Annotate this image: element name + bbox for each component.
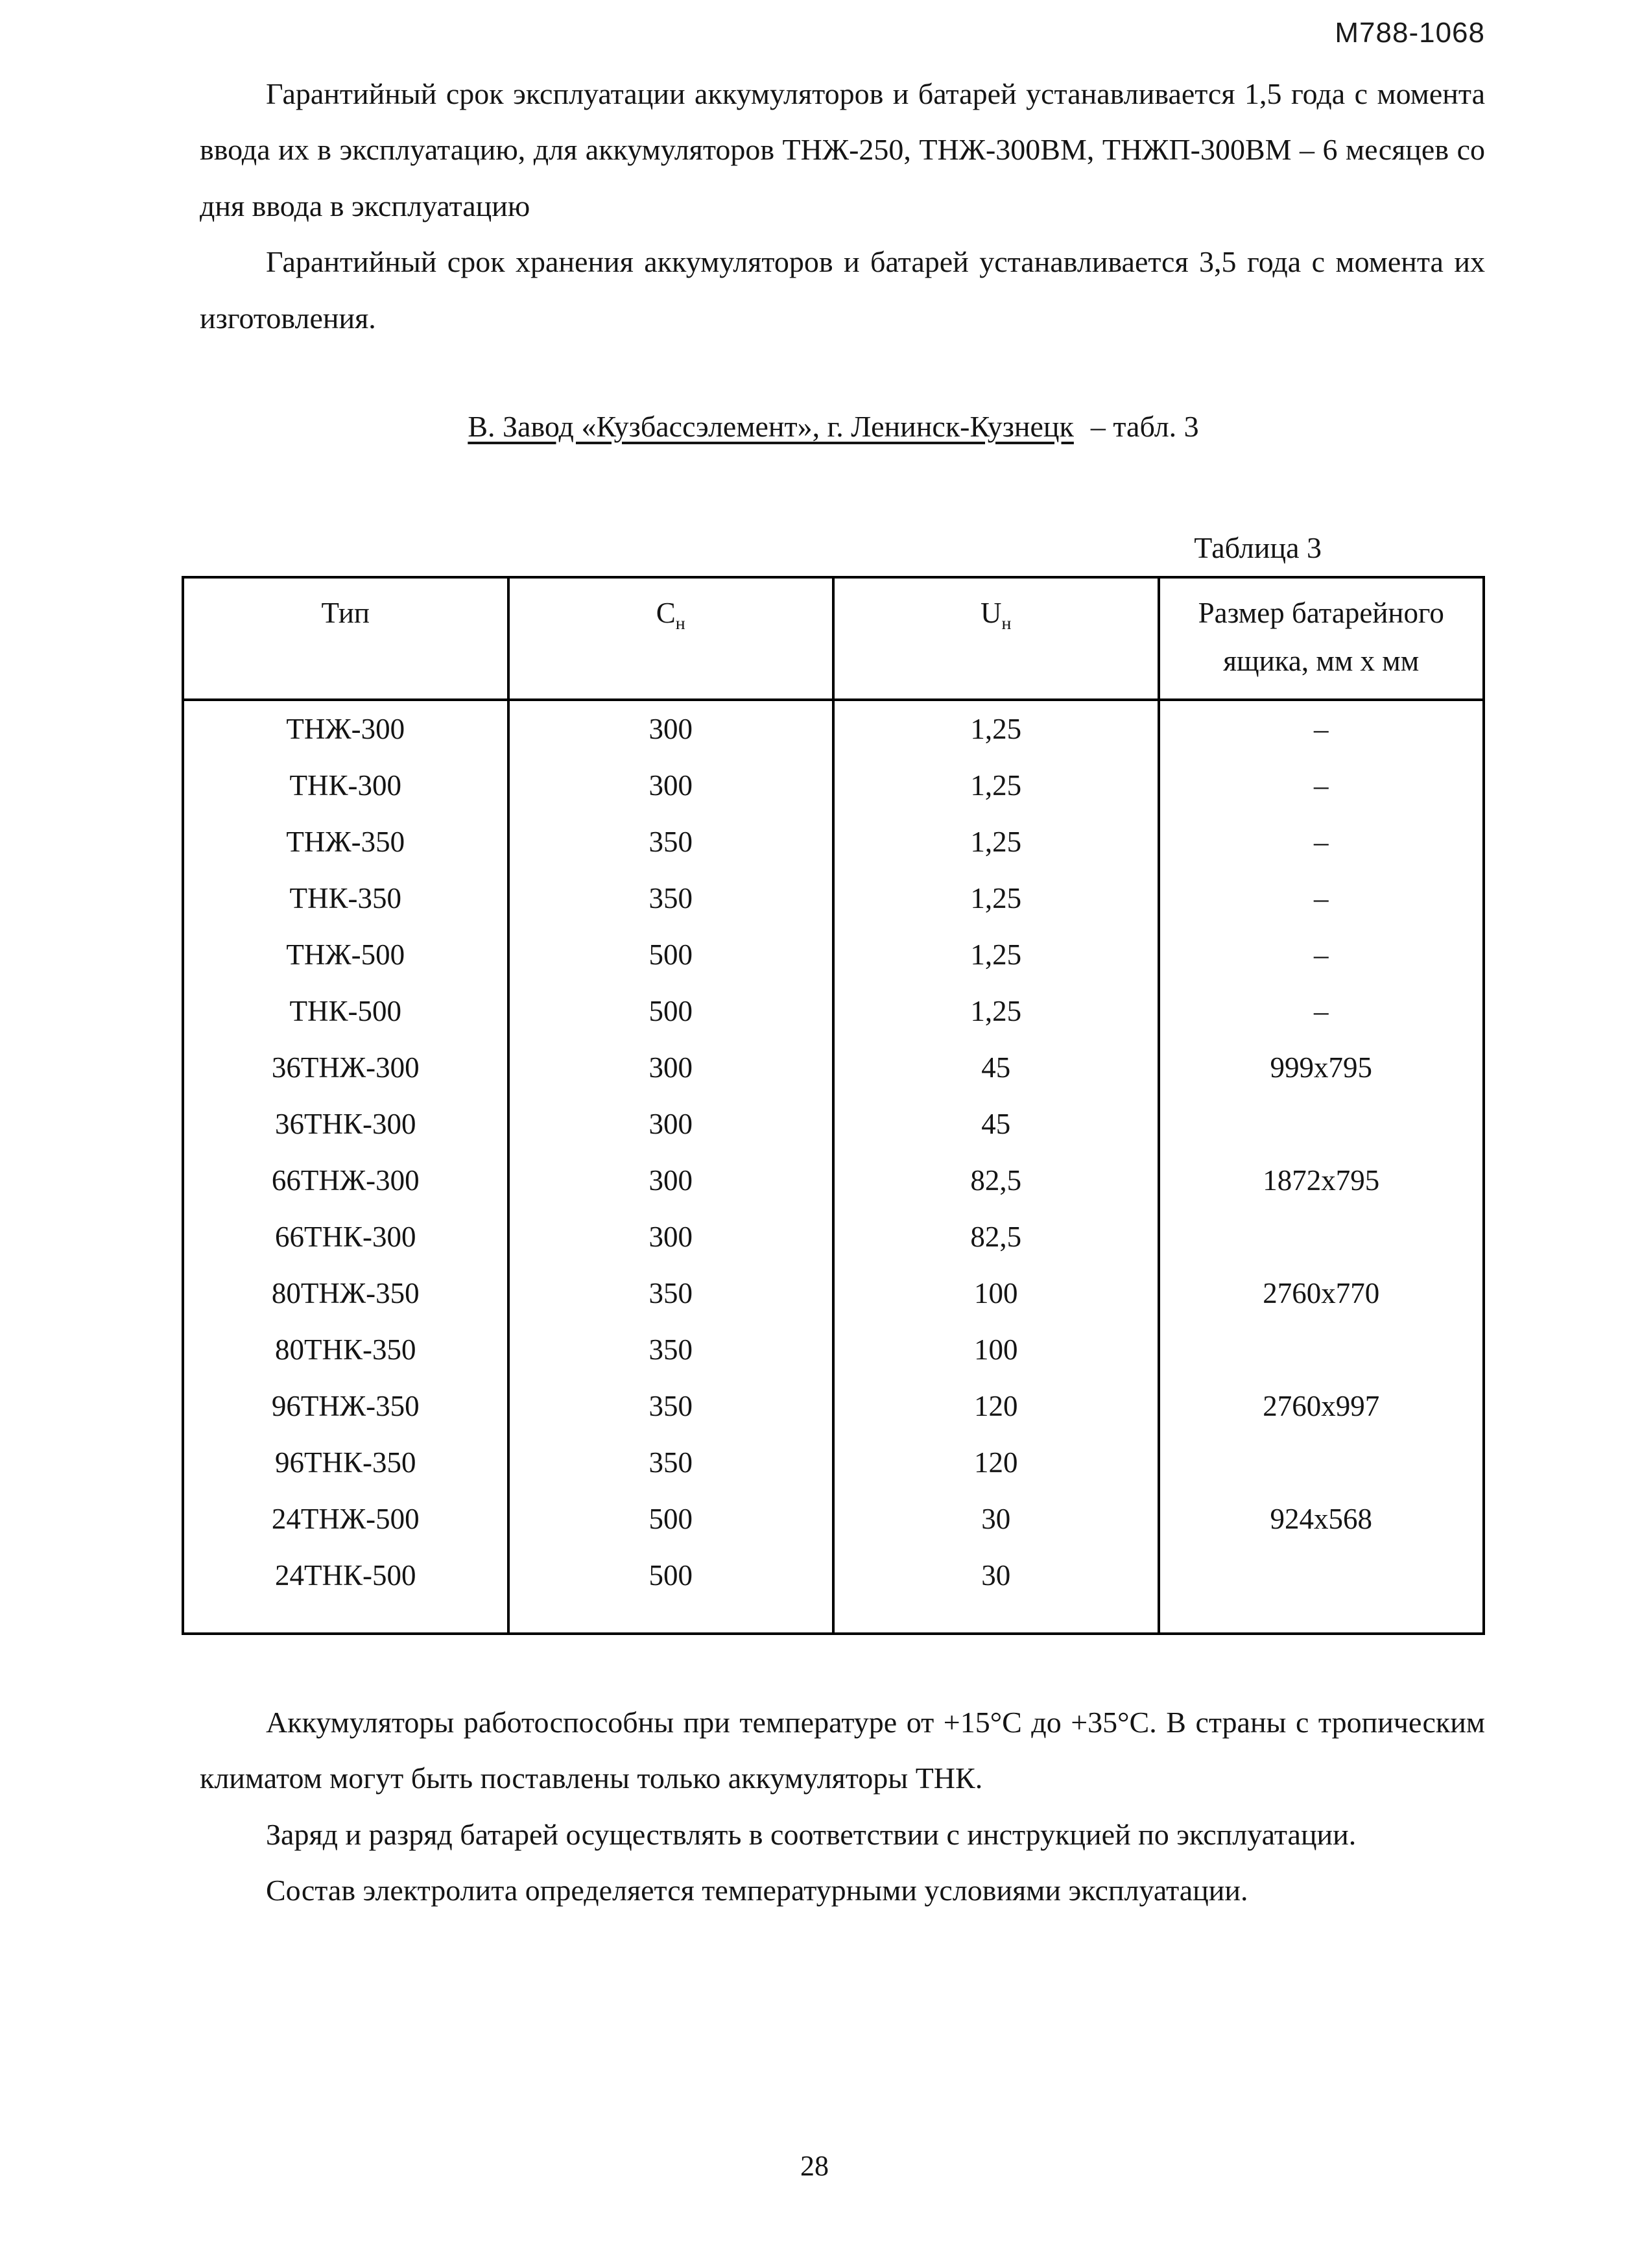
table-row xyxy=(183,1152,1484,1209)
table-row xyxy=(183,814,1484,870)
table-cell: 96ТНЖ-350 xyxy=(271,1390,420,1423)
table-cell: 350 xyxy=(508,1322,834,1378)
table-cell: 1872х795 xyxy=(1159,1152,1484,1209)
section-heading-suffix: – табл. 3 xyxy=(1090,410,1199,444)
table-head xyxy=(183,577,1484,700)
table-cell: 924х568 xyxy=(1159,1491,1484,1547)
table-row xyxy=(183,1209,1484,1265)
table-cell: 300 xyxy=(508,758,834,814)
table-cell: 36ТНЖ-300 xyxy=(271,1051,420,1084)
table-row xyxy=(183,758,1484,814)
table-row xyxy=(183,1322,1484,1378)
table-cell: 66ТНЖ-300 xyxy=(271,1164,420,1197)
table-cell: 2760х997 xyxy=(1159,1378,1484,1435)
table-body xyxy=(183,700,1484,1634)
table-cell: – xyxy=(1159,870,1484,927)
col-header-type xyxy=(183,577,508,700)
table-cell: 350 xyxy=(508,870,834,927)
col-header-size-line1: Размер батарейного xyxy=(1198,596,1444,629)
table-row xyxy=(183,700,1484,758)
table-cell: 300 xyxy=(508,1096,834,1152)
table-cell: ТНЖ-350 xyxy=(286,826,405,859)
table-cell: 500 xyxy=(508,1547,834,1634)
table-cell: 24ТНК-500 xyxy=(275,1559,416,1592)
table-row xyxy=(183,1435,1484,1491)
table-cell: 2760х770 xyxy=(1159,1265,1484,1322)
table-cell: – xyxy=(1159,758,1484,814)
table-row xyxy=(183,927,1484,983)
table-cell: 1,25 xyxy=(833,700,1159,758)
table-cell xyxy=(1159,1435,1484,1491)
table-cell: ТНК-350 xyxy=(289,882,401,915)
table-cell: 350 xyxy=(508,1435,834,1491)
col-header-voltage-sub: н xyxy=(1001,613,1012,634)
table-cell: 36ТНК-300 xyxy=(275,1108,416,1141)
table-cell: 82,5 xyxy=(833,1209,1159,1265)
page-number: 28 xyxy=(800,2150,829,2182)
col-header-capacity xyxy=(508,577,834,700)
paragraph-warranty-storage: Гарантийный срок хранения аккумуляторов и батарей устанавливается 3,5 года с момента их изготовления. xyxy=(200,245,1485,335)
table-cell xyxy=(1159,1547,1484,1634)
paragraph-temperature: Аккумуляторы работоспособны при температуре от +15°С до +35°С. В страны с тропическим климатом могут быть поставлены только аккумуляторы ТНК. xyxy=(200,1705,1485,1795)
table-cell: 500 xyxy=(508,927,834,983)
table-cell: 1,25 xyxy=(833,758,1159,814)
table-cell: 96ТНК-350 xyxy=(275,1446,416,1479)
table-cell: 500 xyxy=(508,983,834,1040)
table-cell: 350 xyxy=(508,814,834,870)
table-row xyxy=(183,1378,1484,1435)
paragraph-electrolyte: Состав электролита определяется температурными условиями эксплуатации. xyxy=(266,1874,1248,1907)
col-header-voltage-label: U xyxy=(981,596,1002,629)
battery-table xyxy=(182,576,1485,1635)
col-header-voltage xyxy=(833,577,1159,700)
table-row xyxy=(183,870,1484,927)
section-heading xyxy=(182,406,1485,448)
table-cell: 82,5 xyxy=(833,1152,1159,1209)
table-cell: 30 xyxy=(833,1547,1159,1634)
table-cell: 120 xyxy=(833,1435,1159,1491)
table-cell: 300 xyxy=(508,1209,834,1265)
table-cell: 80ТНК-350 xyxy=(275,1333,416,1367)
table-cell: ТНЖ-300 xyxy=(286,713,405,746)
table-cell: 100 xyxy=(833,1322,1159,1378)
table-cell: 66ТНК-300 xyxy=(275,1221,416,1254)
table-header-row xyxy=(183,577,1484,700)
table-cell: 500 xyxy=(508,1491,834,1547)
table-cell: – xyxy=(1159,927,1484,983)
table-cell: 30 xyxy=(833,1491,1159,1547)
table-cell: 350 xyxy=(508,1378,834,1435)
section-heading-title: В. Завод «Кузбассэлемент», г. Ленинск-Кузнецк xyxy=(468,410,1074,444)
table-cell: 100 xyxy=(833,1265,1159,1322)
table-row xyxy=(183,983,1484,1040)
table-cell xyxy=(1159,1322,1484,1378)
col-header-type-label: Тип xyxy=(321,596,370,629)
table-row xyxy=(183,1491,1484,1547)
table-caption: Таблица 3 xyxy=(1194,531,1322,564)
doc-number: М788-1068 xyxy=(1335,17,1485,49)
table-cell: ТНК-300 xyxy=(289,769,401,802)
table-cell xyxy=(1159,1096,1484,1152)
table-cell: 1,25 xyxy=(833,927,1159,983)
table-cell: ТНК-500 xyxy=(289,995,401,1028)
table-cell: 350 xyxy=(508,1265,834,1322)
table-cell: 1,25 xyxy=(833,983,1159,1040)
col-header-size-line2: ящика, мм х мм xyxy=(1223,645,1420,678)
table-row xyxy=(183,1096,1484,1152)
table-cell: 999х795 xyxy=(1159,1040,1484,1096)
table-cell: 45 xyxy=(833,1096,1159,1152)
table-cell: – xyxy=(1159,814,1484,870)
table-row xyxy=(183,1040,1484,1096)
table-cell: 80ТНЖ-350 xyxy=(271,1277,420,1310)
table-cell: – xyxy=(1159,700,1484,758)
table-cell xyxy=(1159,1209,1484,1265)
col-header-capacity-sub: н xyxy=(675,613,685,634)
table-cell: ТНЖ-500 xyxy=(286,938,405,972)
paragraph-warranty-operation: Гарантийный срок эксплуатации аккумуляторов и батарей устанавливается 1,5 года с момента ввода их в эксплуатацию, для аккумуляторов ТНЖ-250, ТНЖ-300ВМ, ТНЖП-300ВМ – 6 месяцев со дня ввода в эксплуатацию xyxy=(200,77,1485,222)
table-cell: 1,25 xyxy=(833,870,1159,927)
table-cell: 1,25 xyxy=(833,814,1159,870)
table-cell: 300 xyxy=(508,1040,834,1096)
col-header-capacity-label: С xyxy=(656,596,676,629)
paragraph-charge: Заряд и разряд батарей осуществлять в соответствии с инструкцией по эксплуатации. xyxy=(266,1817,1357,1851)
table-cell: 300 xyxy=(508,1152,834,1209)
table-cell: – xyxy=(1159,983,1484,1040)
table-cell: 45 xyxy=(833,1040,1159,1096)
table-row xyxy=(183,1547,1484,1634)
table-row xyxy=(183,1265,1484,1322)
table-cell: 120 xyxy=(833,1378,1159,1435)
col-header-size xyxy=(1159,577,1484,700)
table-cell: 300 xyxy=(508,700,834,758)
table-cell: 24ТНЖ-500 xyxy=(271,1503,420,1536)
